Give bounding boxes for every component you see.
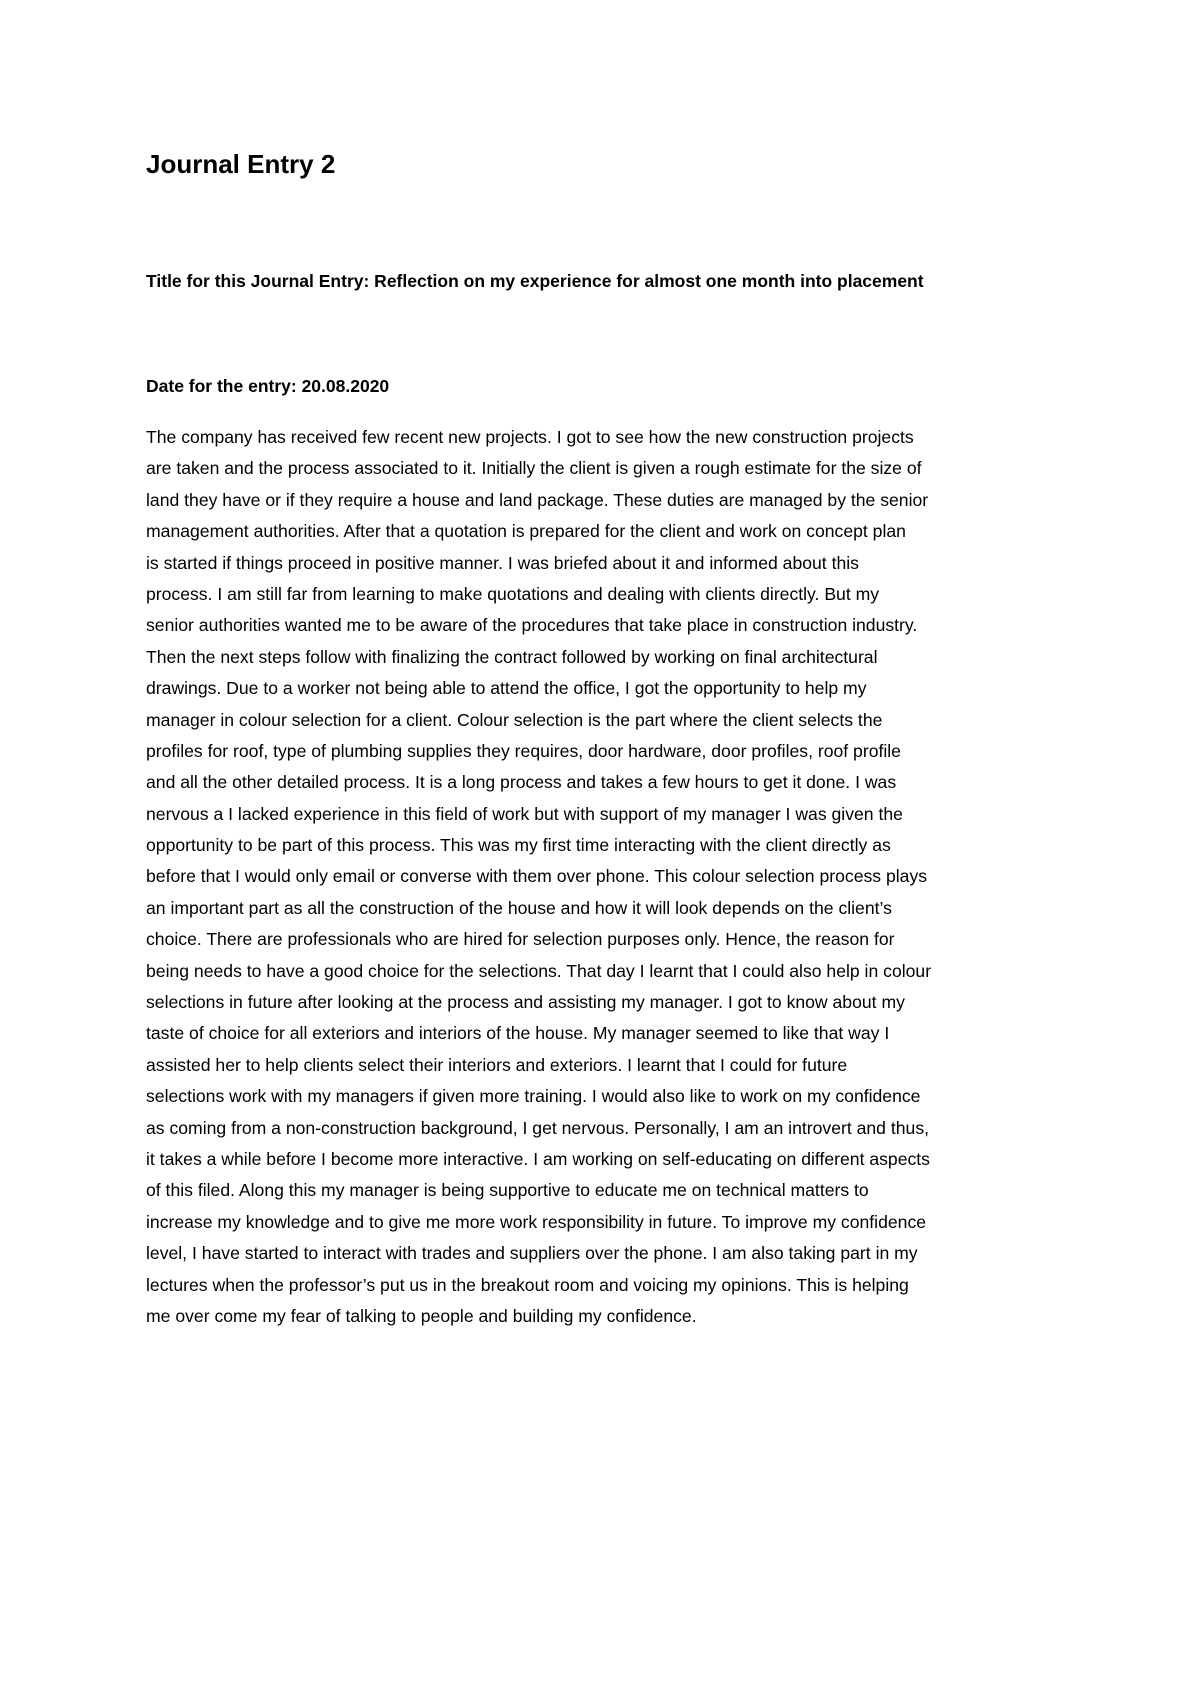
body-line: level, I have started to interact with trades and suppliers over the phone. I am also taking part in my xyxy=(146,1243,918,1264)
body-line: The company has received few recent new projects. I got to see how the new construction projects xyxy=(146,427,914,447)
body-line: opportunity to be part of this process. This was my first time interacting with the client directly as xyxy=(146,835,891,856)
body-line: nervous a I lacked experience in this field of work but with support of my manager I was given the xyxy=(146,803,903,824)
body-line: as coming from a non-construction background, I get nervous. Personally, I am an introvert and thus, xyxy=(146,1117,929,1138)
body-line: manager in colour selection for a client. Colour selection is the part where the client selects the xyxy=(146,709,883,730)
body-line: land they have or if they require a house and land package. These duties are managed by the senior xyxy=(146,489,929,510)
body-line: Then the next steps follow with finalizing the contract followed by working on final architectural xyxy=(146,646,878,667)
body-line: management authorities. After that a quotation is prepared for the client and work on concept plan xyxy=(146,521,906,542)
body-line: and all the other detailed process. It is a long process and takes a few hours to get it done. I was xyxy=(146,772,897,793)
body-line: is started if things proceed in positive manner. I was briefed about it and informed about this xyxy=(146,552,859,573)
body-line: profiles for roof, type of plumbing supplies they requires, door hardware, door profiles, roof profile xyxy=(146,740,901,761)
body-line: increase my knowledge and to give me more work responsibility in future. To improve my confidence xyxy=(146,1211,927,1232)
body-line: are taken and the process associated to it. Initially the client is given a rough estimate for the size of xyxy=(146,458,922,479)
body-line: me over come my fear of talking to people and building my confidence. xyxy=(146,1305,697,1326)
body-line: before that I would only email or converse with them over phone. This colour selection process plays xyxy=(146,866,928,887)
body-line: being needs to have a good choice for the selections. That day I learnt that I could also help in colour xyxy=(146,960,932,981)
page-title: Journal Entry 2 xyxy=(146,149,336,179)
body-line: lectures when the professor’s put us in the breakout room and voicing my opinions. This is helping xyxy=(146,1274,909,1295)
entry-title: Title for this Journal Entry: Reflection on my experience for almost one month into placement xyxy=(146,271,924,291)
body-line: selections work with my managers if given more training. I would also like to work on my confidence xyxy=(146,1086,921,1107)
body-paragraph xyxy=(146,422,1076,1332)
body-line: assisted her to help clients select their interiors and exteriors. I learnt that I could for future xyxy=(146,1054,848,1075)
body-line: selections in future after looking at the process and assisting my manager. I got to know about my xyxy=(146,992,905,1013)
body-line: taste of choice for all exteriors and interiors of the house. My manager seemed to like that way I xyxy=(146,1023,890,1044)
entry-date: Date for the entry: 20.08.2020 xyxy=(146,376,390,396)
body-line: drawings. Due to a worker not being able to attend the office, I got the opportunity to help my xyxy=(146,678,867,699)
body-line: of this filed. Along this my manager is being supportive to educate me on technical matters to xyxy=(146,1180,869,1201)
body-line: it takes a while before I become more interactive. I am working on self-educating on different aspects xyxy=(146,1148,930,1169)
body-line: an important part as all the construction of the house and how it will look depends on the client’s xyxy=(146,897,892,918)
body-line: choice. There are professionals who are hired for selection purposes only. Hence, the reason for xyxy=(146,929,895,950)
body-line: senior authorities wanted me to be aware of the procedures that take place in construction industry. xyxy=(146,615,918,636)
body-line: process. I am still far from learning to make quotations and dealing with clients directly. But my xyxy=(146,583,880,604)
